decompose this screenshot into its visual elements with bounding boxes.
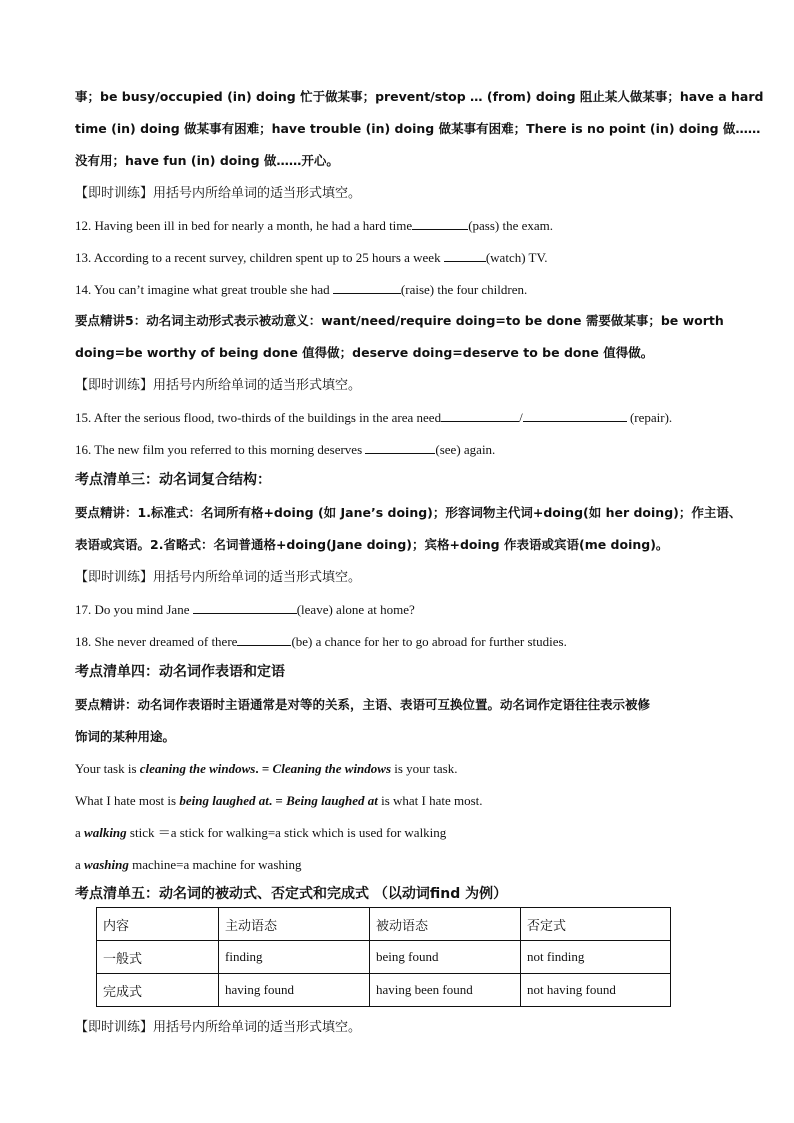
- section-title-list5: 考点清单五：动名词的被动式、否定式和完成式 （以动词find 为例）: [75, 886, 508, 902]
- table-cell: having found: [219, 974, 370, 1007]
- table-row: [97, 974, 671, 1007]
- table-cell: 完成式: [97, 974, 219, 1007]
- grammar-point-continued: 没有用；have fun (in) doing 做……开心。: [75, 153, 339, 168]
- answer-blank-17[interactable]: [193, 601, 297, 614]
- grammar-point-list3: 要点精讲：1.标准式：名词所有格+doing (如 Jane’s doing)；形容词物主代词+doing(如 her doing)；作主语、: [75, 505, 742, 520]
- example-sentence: a washing machine=a machine for washing: [75, 857, 302, 872]
- answer-blank-15a[interactable]: [441, 409, 519, 422]
- table-cell: having been found: [370, 974, 521, 1007]
- grammar-point-list3: 表语或宾语。2.省略式：名词普通格+doing(Jane doing)；宾格+doing 作表语或宾语(me doing)。: [75, 537, 669, 552]
- section-title-list4: 考点清单四：动名词作表语和定语: [75, 664, 285, 680]
- table-cell: being found: [370, 941, 521, 974]
- answer-blank-14[interactable]: [333, 281, 401, 294]
- section-title-list3: 考点清单三：动名词复合结构：: [75, 472, 271, 488]
- question-13: 13. According to a recent survey, children spent up to 25 hours a week (watch) TV.: [75, 250, 548, 265]
- table-header-cell: 内容: [97, 908, 219, 941]
- table-header-row: [97, 908, 671, 941]
- gerund-forms-table: [96, 907, 671, 1007]
- grammar-point-5: 要点精讲5：动名词主动形式表示被动意义：want/need/require doing=to be done 需要做某事；be worth: [75, 313, 724, 328]
- table-row: [97, 941, 671, 974]
- practice-label: 【即时训练】用括号内所给单词的适当形式填空。: [75, 185, 362, 200]
- answer-blank-12[interactable]: [412, 217, 468, 230]
- grammar-point-list4: 要点精讲：动名词作表语时主语通常是对等的关系，主语、表语可互换位置。动名词作定语往往表示被修: [75, 697, 651, 712]
- table-cell: not finding: [521, 941, 671, 974]
- table-cell: 一般式: [97, 941, 219, 974]
- table-cell: not having found: [521, 974, 671, 1007]
- practice-label: 【即时训练】用括号内所给单词的适当形式填空。: [75, 569, 362, 584]
- grammar-point-continued: time (in) doing 做某事有困难；have trouble (in) doing 做某事有困难；There is no point (in) doing 做……: [75, 121, 761, 136]
- question-14: 14. You can’t imagine what great trouble she had (raise) the four children.: [75, 282, 528, 297]
- example-sentence: a walking stick ＝a stick for walking=a stick which is used for walking: [75, 825, 447, 840]
- answer-blank-18[interactable]: [237, 633, 291, 646]
- table-cell: finding: [219, 941, 370, 974]
- grammar-point-continued: 事；be busy/occupied (in) doing 忙于做某事；prevent/stop … (from) doing 阻止某人做某事；have a hard: [75, 89, 764, 104]
- practice-label: 【即时训练】用括号内所给单词的适当形式填空。: [75, 377, 362, 392]
- example-sentence: What I hate most is being laughed at. = Being laughed at is what I hate most.: [75, 793, 483, 808]
- question-16: 16. The new film you referred to this morning deserves (see) again.: [75, 442, 496, 457]
- table-header-cell: 被动语态: [370, 908, 521, 941]
- question-15: 15. After the serious flood, two-thirds of the buildings in the area need / (repair).: [75, 410, 673, 425]
- table-header-cell: 主动语态: [219, 908, 370, 941]
- answer-blank-13[interactable]: [444, 249, 486, 262]
- grammar-point-list4: 饰词的某种用途。: [75, 729, 176, 744]
- grammar-point-5: doing=be worthy of being done 值得做；deserve doing=deserve to be done 值得做。: [75, 345, 654, 360]
- question-18: 18. She never dreamed of there (be) a chance for her to go abroad for further studies.: [75, 634, 567, 649]
- answer-blank-15b[interactable]: [523, 409, 627, 422]
- question-12: 12. Having been ill in bed for nearly a month, he had a hard time (pass) the exam.: [75, 218, 554, 233]
- example-sentence: Your task is cleaning the windows. = Cleaning the windows is your task.: [75, 761, 458, 776]
- answer-blank-16[interactable]: [365, 441, 435, 454]
- table-header-cell: 否定式: [521, 908, 671, 941]
- question-17: 17. Do you mind Jane (leave) alone at home?: [75, 602, 415, 617]
- practice-label: 【即时训练】用括号内所给单词的适当形式填空。: [75, 1019, 362, 1034]
